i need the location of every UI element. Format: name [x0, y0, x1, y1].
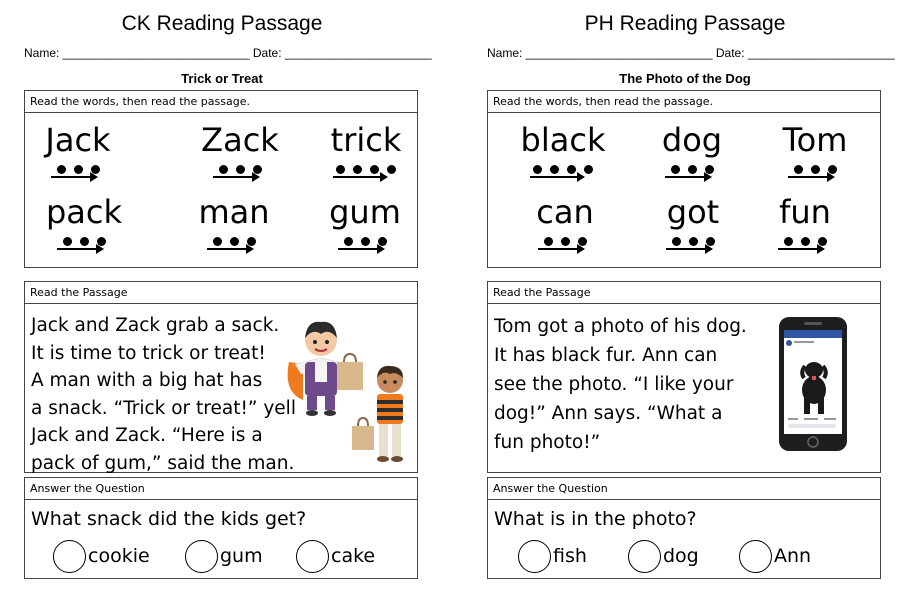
blend-arrow	[29, 244, 139, 254]
word-text: can	[536, 193, 594, 231]
sound-dots	[23, 159, 133, 171]
passage-line: It is time to trick or treat!	[31, 342, 266, 364]
word-text: trick	[330, 121, 402, 159]
page-title: CK Reading Passage	[121, 12, 323, 35]
sound-dots	[179, 231, 289, 243]
passage-line: see the photo. “I like your	[494, 374, 734, 395]
word-card	[23, 123, 133, 182]
blend-arrow	[179, 244, 289, 254]
choice-label: gum	[220, 545, 263, 567]
passage-line: fun photo!”	[494, 432, 601, 453]
passage-line: dog!” Ann says. “What a	[494, 403, 723, 424]
answer-choice[interactable]	[628, 540, 699, 572]
word-text: Tom	[782, 121, 848, 159]
blend-arrow	[311, 172, 421, 182]
answer-choice[interactable]	[185, 540, 263, 572]
name-date-row: Name: ____________________________ Date: ______________________	[487, 46, 895, 60]
passage-text	[494, 312, 747, 457]
passage-title: The Photo of the Dog	[619, 71, 751, 86]
question-box	[487, 477, 881, 579]
passage-line: Tom got a photo of his dog.	[494, 316, 747, 337]
blend-arrow	[310, 244, 420, 254]
question-text: What is in the photo?	[494, 508, 697, 530]
passage-line: pack of gum,” said the man.	[31, 452, 295, 474]
word-card	[310, 195, 420, 254]
word-text: dog	[661, 121, 723, 159]
word-text: Jack	[45, 121, 111, 159]
word-card	[179, 195, 289, 254]
answer-circle[interactable]	[53, 540, 86, 573]
sound-dots	[750, 231, 860, 243]
answer-circle[interactable]	[296, 540, 329, 573]
word-card	[185, 123, 295, 182]
word-text: got	[666, 193, 720, 231]
passage-header: Read the Passage	[25, 282, 417, 304]
word-card	[637, 123, 747, 182]
sound-dots	[29, 231, 139, 243]
passage-box	[24, 281, 418, 473]
answer-circle[interactable]	[185, 540, 218, 573]
answer-circle[interactable]	[518, 540, 551, 573]
name-date-row: Name: ____________________________ Date: ______________________	[24, 46, 432, 60]
question-box	[24, 477, 418, 579]
passage-title: Trick or Treat	[181, 71, 263, 86]
choice-label: dog	[663, 545, 699, 567]
question-text: What snack did the kids get?	[31, 508, 307, 530]
words-header: Read the words, then read the passage.	[25, 91, 417, 113]
answer-choice[interactable]	[739, 540, 811, 572]
choice-label: cookie	[88, 545, 150, 567]
sound-dots	[310, 231, 420, 243]
sound-dots	[508, 159, 618, 171]
passage-line: a snack. “Trick or treat!” yell	[31, 397, 296, 419]
answer-choice[interactable]	[53, 540, 150, 572]
sound-dots	[638, 231, 748, 243]
passage-line: A man with a big hat has	[31, 370, 263, 391]
sound-dots	[637, 159, 747, 171]
phone-with-dog-illustration	[778, 316, 848, 452]
passage-text	[31, 312, 296, 477]
word-card	[508, 123, 618, 182]
passage-header: Read the Passage	[488, 282, 880, 304]
answer-choice[interactable]	[296, 540, 375, 572]
sound-dots	[760, 159, 870, 171]
passage-line: Jack and Zack. “Here is a	[31, 425, 263, 446]
words-header: Read the words, then read the passage.	[488, 91, 880, 113]
boy-with-bag-illustration	[350, 362, 418, 468]
word-card	[750, 195, 860, 254]
word-text: gum	[329, 193, 401, 231]
blend-arrow	[23, 172, 133, 182]
answer-circle[interactable]	[628, 540, 661, 573]
passage-box	[487, 281, 881, 473]
sound-dots	[311, 159, 421, 171]
word-card	[760, 123, 870, 182]
page-title: PH Reading Passage	[584, 12, 786, 35]
question-header: Answer the Question	[25, 478, 417, 500]
choice-label: fish	[553, 545, 587, 567]
choice-label: cake	[331, 545, 376, 567]
blend-arrow	[750, 244, 860, 254]
blend-arrow	[760, 172, 870, 182]
word-text: fun	[779, 193, 831, 231]
word-text: Zack	[201, 121, 279, 159]
word-text: pack	[45, 193, 123, 231]
word-card	[638, 195, 748, 254]
word-card	[510, 195, 620, 254]
words-box	[487, 90, 881, 268]
blend-arrow	[185, 172, 295, 182]
blend-arrow	[510, 244, 620, 254]
blend-arrow	[637, 172, 747, 182]
question-header: Answer the Question	[488, 478, 880, 500]
blend-arrow	[638, 244, 748, 254]
choice-label: Ann	[774, 545, 812, 567]
sound-dots	[185, 159, 295, 171]
blend-arrow	[508, 172, 618, 182]
passage-line: It has black fur. Ann can	[494, 345, 718, 366]
words-box	[24, 90, 418, 268]
answer-choice[interactable]	[518, 540, 587, 572]
sound-dots	[510, 231, 620, 243]
word-card	[311, 123, 421, 182]
passage-line: Jack and Zack grab a sack.	[31, 315, 280, 336]
word-text: man	[198, 193, 270, 231]
answer-circle[interactable]	[739, 540, 772, 573]
word-text: black	[520, 121, 606, 159]
word-card	[29, 195, 139, 254]
